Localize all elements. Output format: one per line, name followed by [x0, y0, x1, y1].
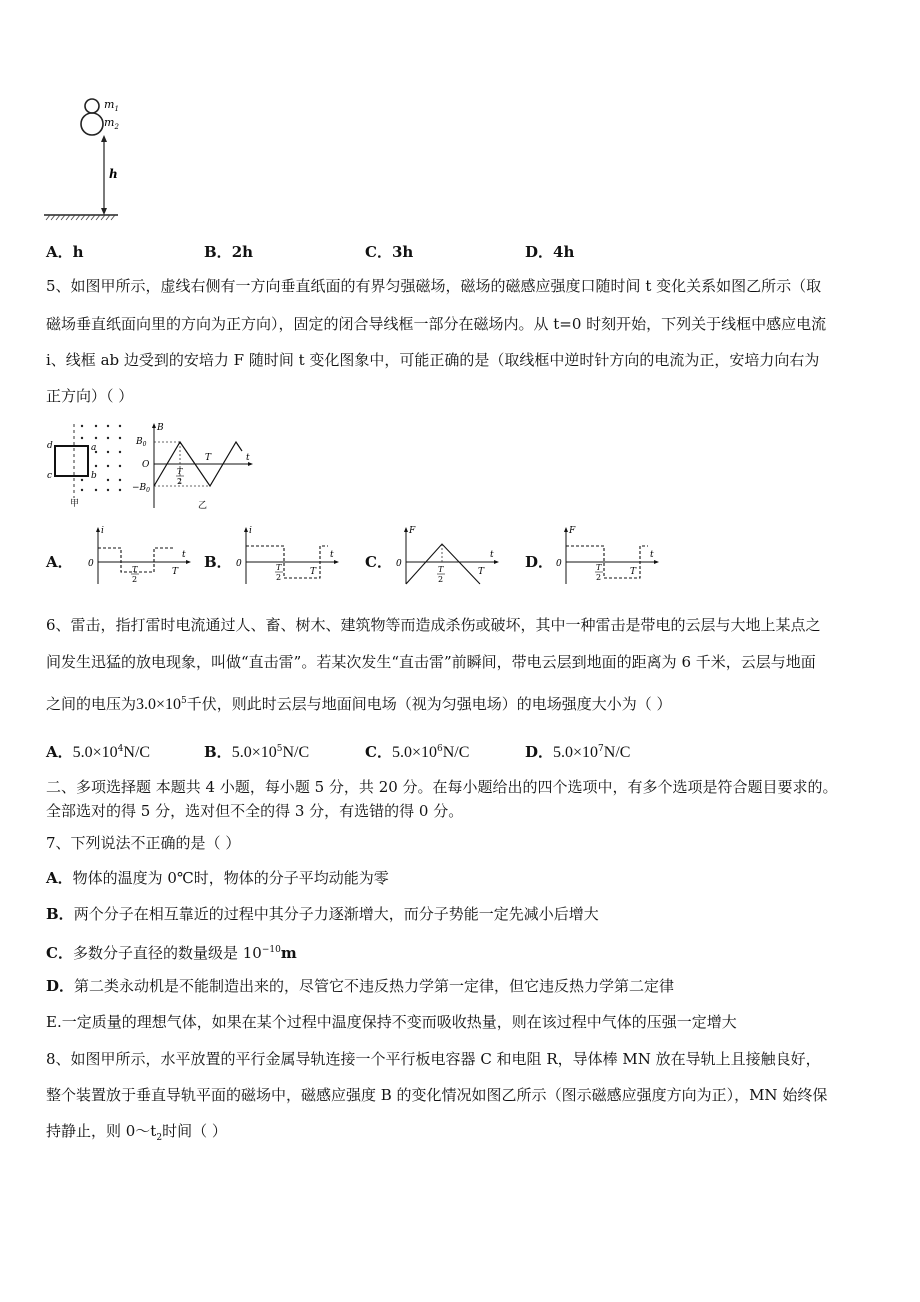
q5-option-d[interactable]: D．: [525, 553, 554, 571]
axis-arrow-icon: [494, 560, 499, 564]
label-a: a: [91, 443, 97, 453]
q5-figure-jia: [44, 420, 130, 508]
svg-text:T: T: [310, 567, 317, 577]
svg-text:T: T: [172, 567, 179, 577]
ball-m2: [81, 113, 103, 135]
svg-text:i: i: [101, 526, 104, 536]
q4-option-d[interactable]: D．4h: [525, 243, 575, 261]
q4-option-c[interactable]: C．3h: [365, 243, 414, 261]
svg-text:F: F: [409, 526, 416, 536]
q6-stem-line3: 之间的电压为$3.0\times 10^5$千伏，则此时云层与地面间电场（视为匀强电场）的电场强度大小为（ ）: [46, 695, 672, 713]
q5-option-b[interactable]: B．: [204, 553, 232, 571]
q5-stem-line2: 磁场垂直纸面向里的方向为正方向），固定的闭合导线框一部分在磁场内。从 t=0 时刻开始，下列关于线框中感应电流: [46, 315, 827, 333]
section2-heading-line2: 全部选对的得 5 分，选对但不全的得 3 分，有选错的得 0 分。: [46, 802, 464, 820]
axis-arrow-icon: [654, 560, 659, 564]
svg-text:t: t: [330, 550, 334, 560]
axis-arrow-icon: [404, 527, 408, 532]
svg-text:2: 2: [596, 573, 602, 582]
wire-frame: [55, 446, 88, 476]
svg-text:t: t: [182, 550, 186, 560]
label-t-period: T: [205, 453, 212, 463]
q6-stem-line1: 6、雷击，指打雷时电流通过人、畜、树木、建筑物等而造成杀伤或破坏，其中一种雷击是带电的云层与大地上某点之: [46, 616, 821, 634]
svg-text:0: 0: [88, 559, 94, 569]
caption-yi: 乙: [198, 501, 208, 511]
svg-text:T: T: [630, 567, 637, 577]
ball-m1: [85, 99, 99, 113]
q7-option-b[interactable]: B．两个分子在相互靠近的过程中其分子力逐渐增大，而分子势能一定先减小后增大: [46, 905, 599, 923]
svg-text:2: 2: [132, 575, 138, 584]
q4-figure: [40, 92, 130, 227]
q5-option-a[interactable]: A．: [46, 553, 73, 571]
q5-figure-yi: [132, 420, 256, 512]
q6-option-a[interactable]: A．$5.0\times 10^4N/C$: [46, 743, 151, 761]
axis-arrow-icon: [186, 560, 191, 564]
axis-arrow-icon: [334, 560, 339, 564]
axis-arrow-icon: [244, 527, 248, 532]
svg-text:T: T: [596, 563, 602, 572]
q5-stem-line4: 正方向）（ ）: [46, 387, 134, 405]
q5-graph-d: [552, 524, 662, 586]
svg-text:0: 0: [396, 559, 402, 569]
q7-option-a[interactable]: A．物体的温度为 0℃时，物体的分子平均动能为零: [46, 869, 389, 887]
q7-stem: 7、下列说法不正确的是（ ）: [46, 834, 241, 852]
axis-arrow-icon: [96, 527, 100, 532]
label-d: d: [47, 441, 53, 451]
svg-text:T: T: [132, 565, 138, 574]
label-m2: $m_2$: [104, 116, 119, 131]
q5-graph-b: [232, 524, 342, 586]
label-h: h: [109, 167, 118, 181]
svg-text:0: 0: [236, 559, 242, 569]
q6-stem-line2: 间发生迅猛的放电现象，叫做“直击雷”。若某次发生“直击雷”前瞬间，带电云层到地面的距离为 6 千米，云层与地面: [46, 653, 816, 671]
q5-graph-a: [84, 524, 194, 586]
q7-option-e[interactable]: E.一定质量的理想气体，如果在某个过程中温度保持不变而吸收热量，则在该过程中气体的压强一定增大: [46, 1013, 737, 1031]
svg-text:T: T: [438, 565, 444, 574]
svg-text:t: t: [490, 550, 494, 560]
label-neg-b0: $-B_0$: [132, 483, 150, 494]
svg-text:t: t: [650, 550, 654, 560]
q4-option-a[interactable]: A．h: [46, 243, 84, 261]
q8-stem-line2: 整个装置放于垂直导轨平面的磁场中，磁感应强度 B 的变化情况如图乙所示（图示磁感应强度方向为正），MN 始终保: [46, 1086, 828, 1104]
q5-graph-c: [392, 524, 502, 586]
svg-text:2: 2: [276, 573, 282, 582]
label-c: c: [47, 471, 53, 481]
svg-text:0: 0: [556, 559, 562, 569]
q6-option-d[interactable]: D．$5.0\times 10^7N/C$: [525, 743, 631, 761]
q7-option-d[interactable]: D．第二类永动机是不能制造出来的，尽管它不违反热力学第一定律，但它违反热力学第二定律: [46, 977, 675, 995]
q8-stem-line3: 持静止，则 $0\sim t_2$时间（ ）: [46, 1122, 227, 1143]
q8-stem-line1: 8、如图甲所示，水平放置的平行金属导轨连接一个平行板电容器 C 和电阻 R，导体棒 MN 放在导轨上且接触良好，: [46, 1050, 821, 1068]
svg-text:T: T: [276, 563, 282, 572]
svg-text:i: i: [249, 526, 252, 536]
svg-text:F: F: [569, 526, 576, 536]
arrow-up-icon: [101, 135, 107, 142]
axis-label-t: t: [246, 453, 250, 463]
q6-option-b[interactable]: B．$5.0\times 10^5N/C$: [204, 743, 310, 761]
label-t-half-num: T: [177, 467, 183, 476]
label-b0: $B_0$: [136, 437, 147, 448]
q5-stem-line3: i、线框 ab 边受到的安培力 F 随时间 t 变化图象中，可能正确的是（取线框中逆时针方向的电流为正，安培力向右为: [46, 351, 820, 369]
svg-text:2: 2: [438, 575, 444, 584]
label-b: b: [91, 471, 97, 481]
ground-hatch: [46, 215, 115, 220]
q5-option-c[interactable]: C．: [365, 553, 392, 571]
field-dots: [81, 425, 121, 491]
caption-jia: 甲: [70, 499, 80, 508]
arrow-down-icon: [101, 208, 107, 215]
label-t-half-den: 2: [177, 477, 183, 486]
label-m1: $m_1$: [104, 98, 119, 113]
b-axis-arrow-icon: [152, 423, 156, 428]
q7-option-c[interactable]: C．多数分子直径的数量级是 $10^{-10}m$: [46, 944, 297, 962]
q5-stem-line1: 5、如图甲所示，虚线右侧有一方向垂直纸面的有界匀强磁场，磁场的磁感应强度口随时间 t 变化关系如图乙所示（取: [46, 277, 822, 295]
label-origin: O: [142, 460, 150, 470]
q4-option-b[interactable]: B．2h: [204, 243, 254, 261]
svg-text:T: T: [478, 567, 485, 577]
axis-label-b: B: [157, 423, 164, 433]
section2-heading-line1: 二、多项选择题 本题共 4 小题，每小题 5 分，共 20 分。在每小题给出的四个选项中，有多个选项是符合题目要求的。: [46, 778, 838, 796]
axis-arrow-icon: [564, 527, 568, 532]
q6-option-c[interactable]: C．$5.0\times 10^6N/C$: [365, 743, 470, 761]
